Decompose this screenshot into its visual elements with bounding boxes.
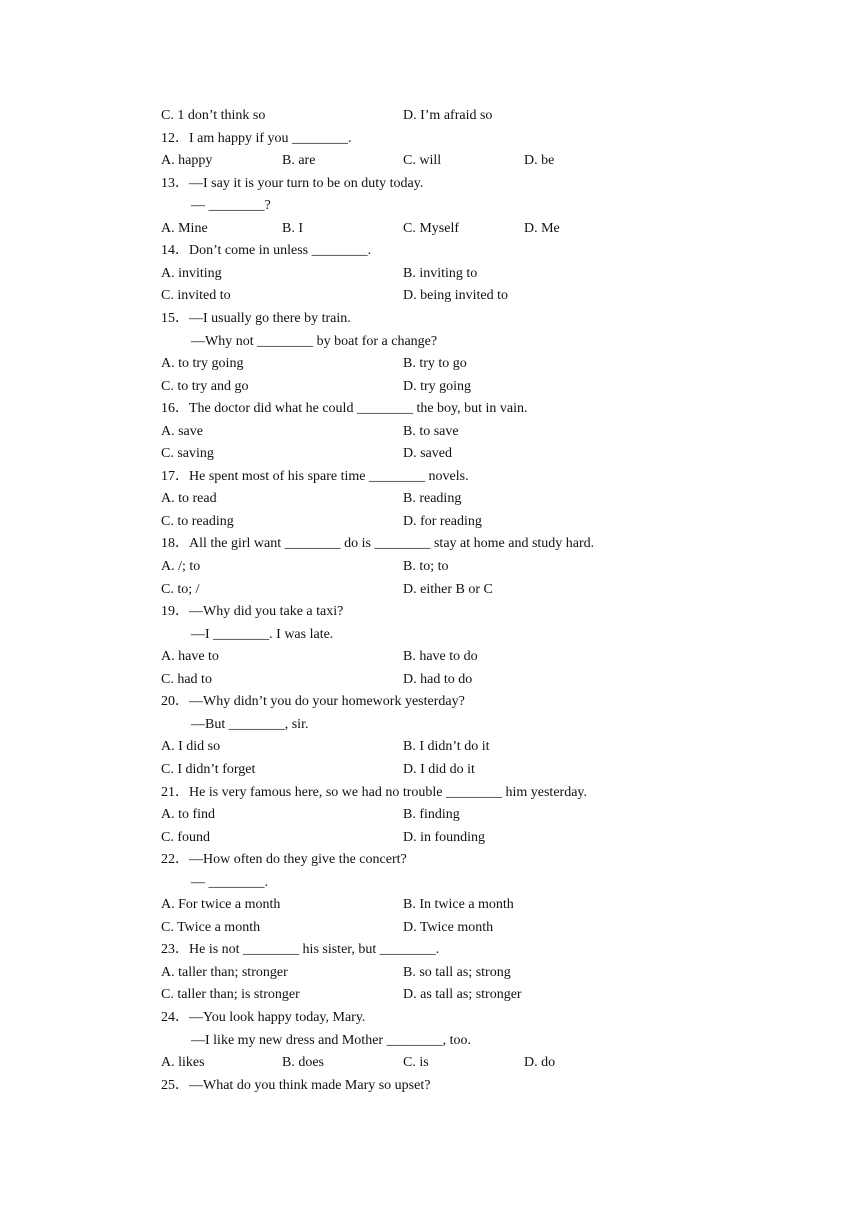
options-row — [0, 150, 860, 172]
question-text: 15．—I usually go there by train. — [161, 310, 351, 326]
option: A. Mine — [161, 220, 208, 236]
options-row — [0, 579, 860, 601]
question-text: 24．—You look happy today, Mary. — [161, 1010, 366, 1025]
options-row — [0, 421, 860, 443]
dialogue-line — [0, 331, 860, 353]
options-row — [0, 1052, 860, 1074]
dialogue-text: —I ________. I was late. — [191, 626, 334, 642]
option: D. try going — [403, 378, 472, 394]
option: C. 1 don’t think so — [161, 108, 266, 123]
option: B. to save — [403, 423, 459, 439]
question-stem — [0, 128, 860, 150]
options-row — [0, 263, 860, 285]
options-row — [0, 353, 860, 375]
option: A. to find — [161, 807, 216, 823]
dialogue-text: — ________? — [191, 198, 271, 214]
question-stem — [0, 308, 860, 330]
question-text: 19．—Why did you take a taxi? — [161, 604, 344, 620]
question-stem — [0, 939, 860, 961]
dialogue-text: — ________. — [191, 874, 268, 890]
options-row — [0, 376, 860, 398]
option: D. as tall as; stronger — [403, 987, 522, 1003]
option: D. I did do it — [403, 761, 475, 777]
option: D. I’m afraid so — [403, 108, 493, 123]
options-row — [0, 488, 860, 510]
option: A. taller than; stronger — [161, 964, 288, 980]
options-row — [0, 962, 860, 984]
option: D. do — [524, 1055, 556, 1071]
option: B. does — [282, 1055, 324, 1071]
question-text: 18．All the girl want ________ do is ________ stay at home and study hard. — [161, 536, 595, 552]
option: B. I didn’t do it — [403, 739, 490, 755]
option: B. are — [282, 153, 316, 169]
option: C. to reading — [161, 513, 234, 529]
question-stem — [0, 240, 860, 262]
option: B. so tall as; strong — [403, 964, 511, 980]
options-row — [0, 218, 860, 240]
option: B. reading — [403, 491, 462, 507]
question-text: 21．He is very famous here, so we had no trouble ________ him yesterday. — [161, 784, 587, 800]
dialogue-text: —But ________, sir. — [191, 716, 309, 732]
question-stem — [0, 173, 860, 195]
option: C. is — [403, 1055, 429, 1071]
option: D. be — [524, 153, 555, 169]
option: D. for reading — [403, 513, 482, 529]
question-stem — [0, 1075, 860, 1097]
question-text: 16．The doctor did what he could ________ the boy, but in vain. — [161, 401, 528, 417]
option: C. taller than; is stronger — [161, 987, 300, 1003]
option: D. Me — [524, 220, 560, 236]
question-stem — [0, 691, 860, 713]
option: B. to; to — [403, 559, 449, 574]
question-text: 12．I am happy if you ________. — [161, 130, 352, 146]
option: B. I — [282, 220, 303, 236]
option: D. saved — [403, 446, 452, 462]
question-stem — [0, 398, 860, 420]
question-text: 25．—What do you think made Mary so upset? — [161, 1077, 431, 1093]
options-row — [0, 917, 860, 939]
question-stem — [0, 1007, 860, 1029]
question-text: 17．He spent most of his spare time ________ novels. — [161, 468, 469, 484]
options-row — [0, 894, 860, 916]
dialogue-line — [0, 1030, 860, 1052]
option: D. had to do — [403, 671, 473, 687]
question-stem — [0, 782, 860, 804]
option: B. In twice a month — [403, 897, 514, 913]
question-text: 23．He is not ________ his sister, but ________. — [161, 942, 440, 958]
question-text: 20．—Why didn’t you do your homework yesterday? — [161, 694, 465, 710]
options-row — [0, 804, 860, 826]
question-text: 14．Don’t come in unless ________. — [161, 243, 372, 259]
option: D. either B or C — [403, 581, 493, 597]
option: C. invited to — [161, 288, 231, 304]
option: C. will — [403, 153, 442, 169]
options-row — [0, 285, 860, 307]
options-row — [0, 511, 860, 533]
options-row — [0, 646, 860, 668]
question-stem — [0, 601, 860, 623]
option: C. to; / — [161, 581, 200, 597]
options-row — [0, 759, 860, 781]
option: C. Myself — [403, 220, 459, 236]
options-row — [0, 105, 860, 127]
option: A. have to — [161, 649, 219, 665]
options-row — [0, 736, 860, 758]
dialogue-line — [0, 714, 860, 736]
option: A. to read — [161, 491, 217, 507]
question-text: 22．—How often do they give the concert? — [161, 852, 407, 868]
option: D. in founding — [403, 829, 486, 845]
option: C. saving — [161, 446, 214, 462]
question-stem — [0, 849, 860, 871]
option: C. found — [161, 829, 210, 845]
option: A. happy — [161, 153, 213, 169]
option: C. Twice a month — [161, 919, 261, 935]
dialogue-text: —Why not ________ by boat for a change? — [191, 333, 438, 349]
option: A. /; to — [161, 559, 201, 574]
option: A. inviting — [161, 265, 222, 281]
dialogue-line — [0, 195, 860, 217]
option: B. finding — [403, 807, 460, 823]
option: C. I didn’t forget — [161, 761, 256, 777]
dialogue-text: —I like my new dress and Mother ________, too. — [191, 1032, 471, 1048]
options-row — [0, 669, 860, 691]
option: D. being invited to — [403, 288, 508, 304]
options-row — [0, 443, 860, 465]
option: A. I did so — [161, 739, 221, 755]
dialogue-line — [0, 872, 860, 894]
option: A. save — [161, 423, 203, 439]
option: C. to try and go — [161, 378, 249, 394]
option: D. Twice month — [403, 919, 494, 935]
options-row — [0, 984, 860, 1006]
options-row — [0, 556, 860, 578]
question-stem — [0, 466, 860, 488]
option: A. to try going — [161, 356, 244, 372]
question-stem — [0, 533, 860, 555]
options-row — [0, 827, 860, 849]
option: C. had to — [161, 671, 212, 687]
dialogue-line — [0, 624, 860, 646]
option: B. inviting to — [403, 265, 478, 281]
option: B. try to go — [403, 356, 467, 372]
option: A. For twice a month — [161, 897, 281, 913]
question-text: 13．—I say it is your turn to be on duty today. — [161, 175, 424, 191]
option: B. have to do — [403, 649, 478, 665]
option: A. likes — [161, 1055, 205, 1071]
